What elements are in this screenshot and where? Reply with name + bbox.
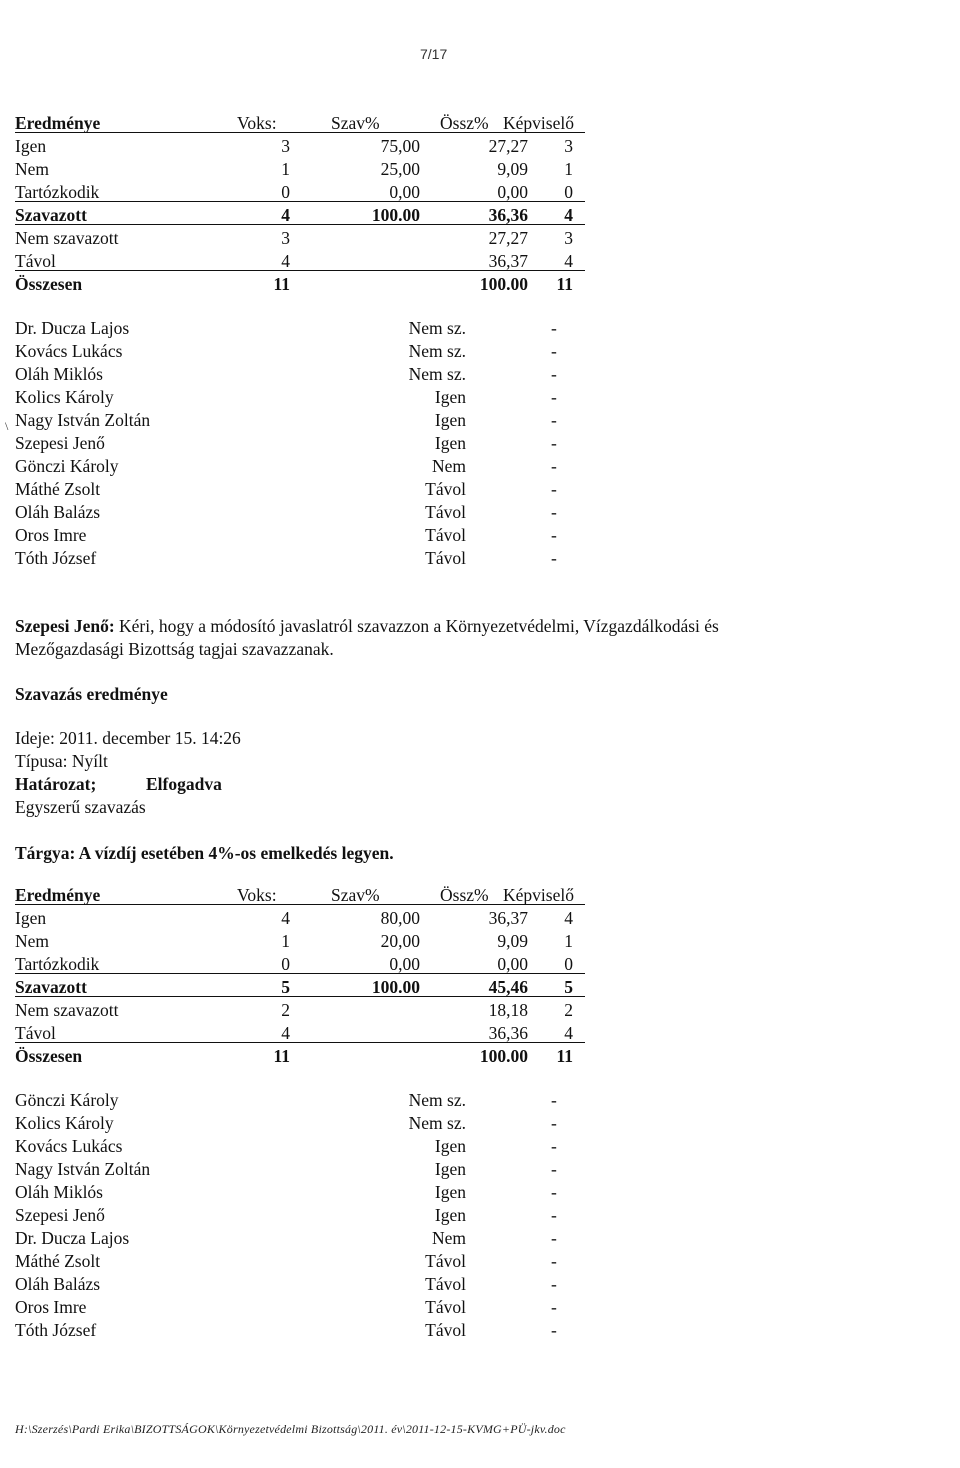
member-mark: - <box>551 479 557 499</box>
member-vote: Nem <box>431 1228 466 1248</box>
member-mark: - <box>551 410 557 430</box>
row-votes: 4 <box>281 1023 290 1043</box>
member-name: Kolics Károly <box>15 1113 114 1133</box>
paragraph-line-2: Mezőgazdasági Bizottság tagjai szavazzanak. <box>15 639 334 659</box>
header-representatives: Képviselő <box>503 885 574 905</box>
header-result: Eredménye <box>15 113 101 133</box>
vote-type: Típusa: Nyílt <box>15 751 108 771</box>
member-name: Gönczi Károly <box>15 1090 119 1110</box>
row-label: Szavazott <box>15 977 87 997</box>
vote-method: Egyszerű szavazás <box>15 797 146 817</box>
member-name: Oláh Miklós <box>15 1182 103 1202</box>
row-votes: 5 <box>281 977 290 997</box>
row-label: Nem <box>15 931 50 951</box>
row-percent: 80,00 <box>380 908 420 928</box>
member-vote: Távol <box>425 548 466 568</box>
member-mark: - <box>551 1182 557 1202</box>
member-name: Szepesi Jenő <box>15 433 105 453</box>
row-total-percent: 36,37 <box>488 908 528 928</box>
member-vote: Távol <box>425 1274 466 1294</box>
row-percent: 0,00 <box>389 182 420 202</box>
member-name: Tóth József <box>15 548 97 568</box>
vote-subject: Tárgya: A vízdíj esetében 4%-os emelkedés legyen. <box>15 843 394 863</box>
row-total-percent: 36,36 <box>488 205 528 225</box>
row-total-percent: 36,36 <box>488 1023 528 1043</box>
row-votes: 3 <box>281 136 290 156</box>
member-vote: Nem sz. <box>408 341 466 361</box>
paragraph-text-1: Kéri, hogy a módosító javaslatról szavazzon a Környezetvédelmi, Vízgazdálkodási és <box>114 616 719 636</box>
member-vote: Nem sz. <box>408 364 466 384</box>
member-vote: Nem sz. <box>408 1113 466 1133</box>
row-label: Távol <box>15 1023 56 1043</box>
member-mark: - <box>551 502 557 522</box>
row-votes: 1 <box>281 159 290 179</box>
member-mark: - <box>551 341 557 361</box>
row-total-percent: 100.00 <box>479 274 528 294</box>
member-vote: Távol <box>425 502 466 522</box>
row-representatives: 1 <box>564 159 573 179</box>
row-label: Nem <box>15 159 50 179</box>
row-votes: 11 <box>273 274 290 294</box>
member-name: Oláh Miklós <box>15 364 103 384</box>
row-underline <box>15 996 585 997</box>
row-votes: 0 <box>281 954 290 974</box>
page-number: 7/17 <box>420 46 448 62</box>
row-total-percent: 36,37 <box>488 251 528 271</box>
row-underline <box>15 973 585 974</box>
row-votes: 1 <box>281 931 290 951</box>
member-vote: Távol <box>425 525 466 545</box>
row-total-percent: 18,18 <box>488 1000 528 1020</box>
member-vote: Igen <box>434 1182 466 1202</box>
row-representatives: 4 <box>564 205 573 225</box>
member-name: Oros Imre <box>15 525 87 545</box>
row-label: Összesen <box>15 1046 83 1066</box>
row-representatives: 4 <box>564 1023 573 1043</box>
member-name: Oláh Balázs <box>15 1274 101 1294</box>
paragraph-line-1 <box>15 616 719 636</box>
member-name: Oros Imre <box>15 1297 87 1317</box>
header-underline <box>15 132 585 133</box>
member-name: Dr. Ducza Lajos <box>15 1228 130 1248</box>
vote-heading: Szavazás eredménye <box>15 684 168 704</box>
member-mark: - <box>551 1136 557 1156</box>
row-votes: 3 <box>281 228 290 248</box>
row-total-percent: 9,09 <box>497 159 528 179</box>
row-representatives: 1 <box>564 931 573 951</box>
member-vote: Igen <box>434 1205 466 1225</box>
row-percent: 100.00 <box>371 205 420 225</box>
row-underline <box>15 201 585 202</box>
row-label: Összesen <box>15 274 83 294</box>
row-representatives: 3 <box>564 136 573 156</box>
row-representatives: 5 <box>564 977 573 997</box>
row-label: Igen <box>15 908 47 928</box>
row-total-percent: 100.00 <box>479 1046 528 1066</box>
header-representatives: Képviselő <box>503 113 574 133</box>
row-representatives: 4 <box>564 251 573 271</box>
margin-mark: \ <box>5 419 9 433</box>
row-underline <box>15 1042 585 1043</box>
row-votes: 4 <box>281 908 290 928</box>
row-representatives: 4 <box>564 908 573 928</box>
member-mark: - <box>551 1274 557 1294</box>
member-mark: - <box>551 1113 557 1133</box>
member-name: Kolics Károly <box>15 387 114 407</box>
member-name: Nagy István Zoltán <box>15 410 151 430</box>
header-votes: Voks: <box>237 885 277 905</box>
row-total-percent: 27,27 <box>488 228 528 248</box>
member-name: Kovács Lukács <box>15 1136 123 1156</box>
member-mark: - <box>551 1297 557 1317</box>
member-vote: Nem <box>431 456 466 476</box>
row-label: Tartózkodik <box>15 954 100 974</box>
member-mark: - <box>551 548 557 568</box>
row-label: Szavazott <box>15 205 87 225</box>
row-representatives: 2 <box>564 1000 573 1020</box>
row-votes: 11 <box>273 1046 290 1066</box>
row-votes: 4 <box>281 251 290 271</box>
member-name: Máthé Zsolt <box>15 1251 101 1271</box>
row-representatives: 11 <box>556 274 573 294</box>
member-mark: - <box>551 1228 557 1248</box>
member-vote: Igen <box>434 433 466 453</box>
footer-file-path: H:\Szerzés\Pardi Erika\BIZOTTSÁGOK\Környezetvédelmi Bizottság\2011. év\2011-12-15-KVMG+PÜ-jkv.doc <box>15 1422 566 1436</box>
member-name: Tóth József <box>15 1320 97 1340</box>
row-total-percent: 9,09 <box>497 931 528 951</box>
member-mark: - <box>551 1090 557 1110</box>
row-total-percent: 0,00 <box>497 182 528 202</box>
row-votes: 4 <box>281 205 290 225</box>
member-vote: Nem sz. <box>408 1090 466 1110</box>
member-name: Nagy István Zoltán <box>15 1159 151 1179</box>
member-mark: - <box>551 456 557 476</box>
row-underline <box>15 270 585 271</box>
row-votes: 2 <box>281 1000 290 1020</box>
resolution-label: Határozat; <box>15 774 97 794</box>
row-percent: 75,00 <box>380 136 420 156</box>
header-total-percent: Össz% <box>440 113 489 133</box>
row-label: Igen <box>15 136 47 156</box>
row-total-percent: 0,00 <box>497 954 528 974</box>
member-mark: - <box>551 387 557 407</box>
row-label: Nem szavazott <box>15 228 119 248</box>
speaker-name: Szepesi Jenő: <box>15 616 115 636</box>
member-mark: - <box>551 1320 557 1340</box>
row-votes: 0 <box>281 182 290 202</box>
header-underline <box>15 904 585 905</box>
member-vote: Igen <box>434 1159 466 1179</box>
header-votes: Voks: <box>237 113 277 133</box>
member-name: Máthé Zsolt <box>15 479 101 499</box>
header-total-percent: Össz% <box>440 885 489 905</box>
header-result: Eredménye <box>15 885 101 905</box>
row-percent: 25,00 <box>380 159 420 179</box>
member-mark: - <box>551 525 557 545</box>
member-name: Oláh Balázs <box>15 502 101 522</box>
vote-time: Ideje: 2011. december 15. 14:26 <box>15 728 241 748</box>
member-mark: - <box>551 1159 557 1179</box>
member-vote: Igen <box>434 387 466 407</box>
row-label: Nem szavazott <box>15 1000 119 1020</box>
member-vote: Távol <box>425 479 466 499</box>
row-percent: 20,00 <box>380 931 420 951</box>
row-percent: 0,00 <box>389 954 420 974</box>
member-mark: - <box>551 433 557 453</box>
member-name: Szepesi Jenő <box>15 1205 105 1225</box>
member-vote: Nem sz. <box>408 318 466 338</box>
member-vote: Távol <box>425 1251 466 1271</box>
member-vote: Igen <box>434 1136 466 1156</box>
header-percent: Szav% <box>331 885 380 905</box>
row-total-percent: 45,46 <box>488 977 528 997</box>
member-name: Kovács Lukács <box>15 341 123 361</box>
row-label: Tartózkodik <box>15 182 100 202</box>
member-mark: - <box>551 364 557 384</box>
member-vote: Távol <box>425 1297 466 1317</box>
member-mark: - <box>551 1251 557 1271</box>
row-representatives: 0 <box>564 954 573 974</box>
row-representatives: 0 <box>564 182 573 202</box>
row-underline <box>15 224 585 225</box>
member-mark: - <box>551 318 557 338</box>
member-name: Dr. Ducza Lajos <box>15 318 130 338</box>
member-vote: Igen <box>434 410 466 430</box>
member-vote: Távol <box>425 1320 466 1340</box>
row-representatives: 3 <box>564 228 573 248</box>
row-representatives: 11 <box>556 1046 573 1066</box>
resolution-value: Elfogadva <box>146 774 222 794</box>
row-label: Távol <box>15 251 56 271</box>
header-percent: Szav% <box>331 113 380 133</box>
member-mark: - <box>551 1205 557 1225</box>
member-name: Gönczi Károly <box>15 456 119 476</box>
row-percent: 100.00 <box>371 977 420 997</box>
row-total-percent: 27,27 <box>488 136 528 156</box>
